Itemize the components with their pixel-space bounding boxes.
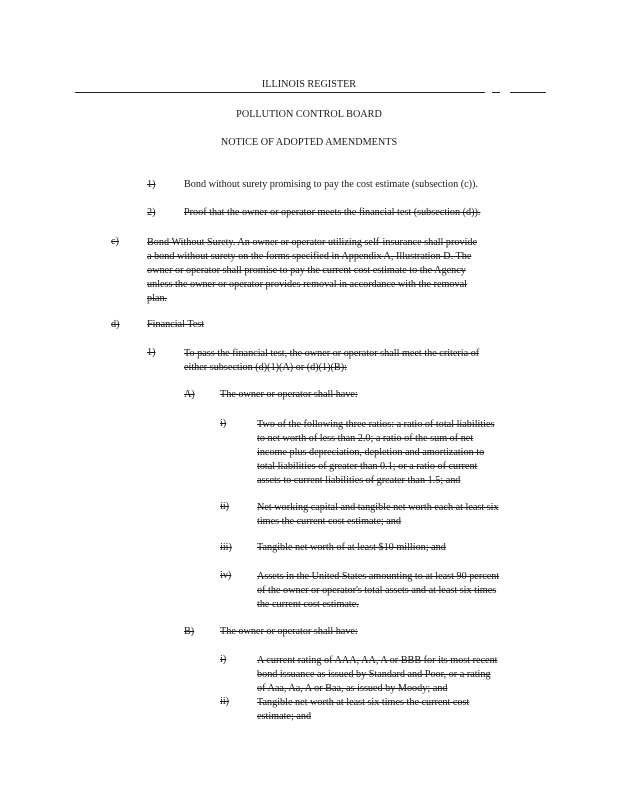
- item-c-line: owner or operator shall promise to pay the current cost estimate to the Agency: [147, 265, 466, 276]
- item-Aiii-text: Tangible net worth of at least $10 million; and: [257, 542, 446, 553]
- item-Aiv-line: Assets in the United States amounting to at least 90 percent: [257, 571, 500, 582]
- item-Bii-line: estimate; and: [257, 711, 312, 722]
- item-d-title: Financial Test: [147, 319, 205, 330]
- item-d1-line: To pass the financial test, the owner or operator shall meet the criteria of: [184, 348, 480, 359]
- item-b1-number: 1): [147, 179, 156, 190]
- item-Bi-line: bond issuance as issued by Standard and Poor, or a rating: [257, 669, 491, 680]
- item-d-number: d): [111, 319, 120, 330]
- notice-title: NOTICE OF ADOPTED AMENDMENTS: [220, 137, 398, 148]
- item-Aii-line: times the current cost estimate; and: [257, 516, 401, 527]
- item-Ai-line: total liabilities of greater than 0.1; or a ratio of current: [257, 461, 478, 472]
- item-Bi-line: of Aaa, Aa, A or Baa, as issued by Moody; and: [257, 683, 448, 694]
- item-A-number: A): [184, 389, 195, 400]
- item-Ai-number: i): [220, 418, 227, 429]
- item-c-line: a bond without surety on the forms specified in Appendix A, Illustration D. The: [147, 251, 472, 262]
- item-Aii-number: ii): [220, 501, 230, 512]
- register-title: ILLINOIS REGISTER: [261, 79, 357, 90]
- item-Ai-line: income plus depreciation, depletion and amortization to: [257, 447, 485, 458]
- item-Aii-line: Net working capital and tangible net worth each at least six: [257, 502, 499, 513]
- item-Ai-line: to net worth of less than 2.0; a ratio of the sum of net: [257, 433, 474, 444]
- item-b2-number: 2): [147, 207, 156, 218]
- item-B-number: B): [184, 626, 195, 637]
- item-A-text: The owner or operator shall have:: [220, 389, 358, 400]
- item-c-number: c): [111, 236, 119, 247]
- item-Ai-line: Two of the following three ratios: a ratio of total liabilities: [257, 419, 495, 430]
- header-rule-right: [510, 92, 546, 93]
- item-Aiv-line: of the owner or operator's total assets and at least six times: [257, 585, 497, 596]
- item-B-text: The owner or operator shall have:: [220, 626, 358, 637]
- item-Ai-line: assets to current liabilities of greater than 1.5; and: [257, 475, 461, 486]
- item-Aiii-number: iii): [220, 542, 232, 553]
- item-Bii-number: ii): [220, 696, 230, 707]
- item-Bii-line: Tangible net worth at least six times the current cost: [257, 697, 470, 708]
- item-c-line: unless the owner or operator provides removal in accordance with the removal: [147, 279, 467, 290]
- item-Aiv-line: the current cost estimate.: [257, 599, 359, 610]
- item-c-line: plan.: [147, 293, 168, 304]
- item-Aiv-number: iv): [220, 570, 232, 581]
- header-rule-mid: [492, 92, 500, 93]
- item-c-line: Bond Without Surety. An owner or operator utilizing self-insurance shall provide: [147, 237, 478, 248]
- item-d1-number: 1): [147, 347, 156, 358]
- item-b2-text: Proof that the owner or operator meets the financial test (subsection (d)).: [184, 207, 481, 218]
- item-Bi-line: A current rating of AAA, AA, A or BBB for its most recent: [257, 655, 498, 666]
- item-d1-line: either subsection (d)(1)(A) or (d)(1)(B):: [184, 362, 347, 373]
- board-name: POLLUTION CONTROL BOARD: [236, 109, 382, 120]
- header-rule-left: [75, 92, 485, 93]
- item-b1-text: Bond without surety promising to pay the cost estimate (subsection (c)).: [184, 179, 478, 190]
- item-Bi-number: i): [220, 654, 227, 665]
